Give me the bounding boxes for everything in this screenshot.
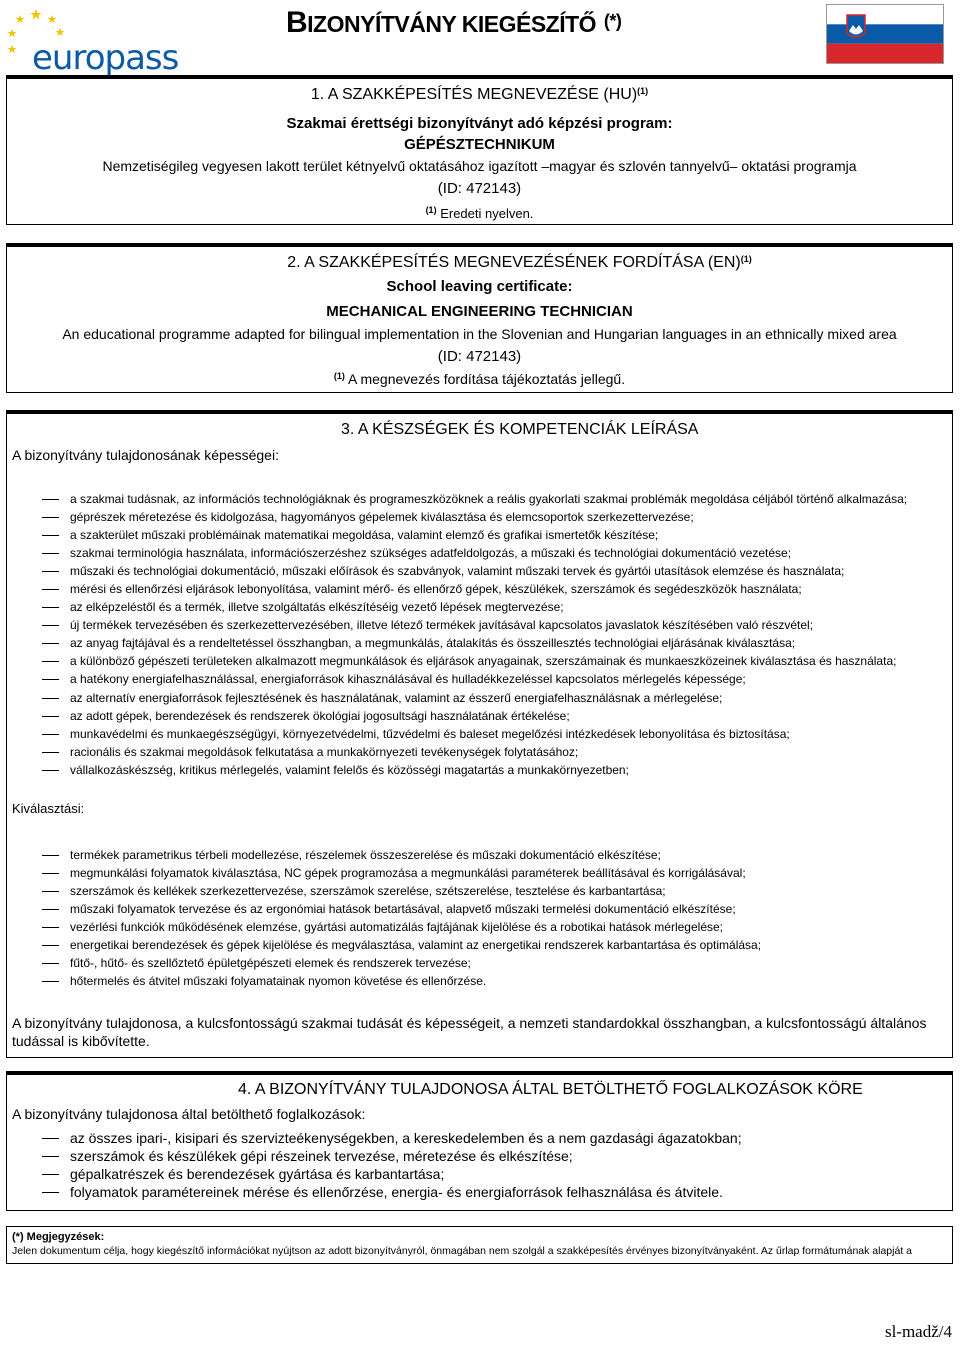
list-item: folyamatok paramétereinek mérése és ellenőrzése, energia- és energiaforrások felhasználása és átvitele. bbox=[42, 1183, 742, 1201]
programme-id: (ID: 472143) bbox=[437, 180, 522, 197]
page-label: sl-madž/4 bbox=[884, 1322, 952, 1341]
list-item: mérési és ellenőrzési eljárások lebonyolítása, valamint mérő- és ellenőrző gépek, készülékek, szerszámok és segédeszközök használata; bbox=[42, 580, 907, 598]
list-item: munkavédelmi és munkaegészségügyi, környezetvédelmi, tűzvédelmi és baleset megelőzési intézkedések lebonyolítása és biztosítása; bbox=[42, 725, 907, 743]
summary-line-1: A bizonyítvány tulajdonosa, a kulcsfontosságú szakmai tudását és képességeit, a nemzeti standardokkal összhangban, a kulcsfontosságú általános bbox=[12, 1015, 927, 1031]
section-3-box bbox=[6, 410, 953, 1058]
list-item: az összes ipari-, kisipari és szervizteékenységekben, a kereskedelemben és a nem gazdasági ágazatokban; bbox=[42, 1129, 742, 1147]
skills-list bbox=[42, 490, 907, 779]
section-1-note: $^{(1)}$ Eredeti nyelven. bbox=[425, 205, 534, 221]
qualification-name: GÉPÉSZTECHNIKUM bbox=[404, 136, 555, 153]
section-1-heading: 1. A SZAKKÉPESÍTÉS MEGNEVEZÉSE (HU)$^{(1)}$ bbox=[310, 86, 649, 103]
summary-line-2: tudással is kibővítette. bbox=[12, 1033, 150, 1049]
list-item: hőtermelés és átvitel műszaki folyamatainak nyomon követése és ellenőrzése. bbox=[42, 972, 761, 990]
notes-text: Jelen dokumentum célja, hogy kiegészítő információkat nyújtson az adott bizonyítványról, önmagában nem szolgál a szakképesítés érvényes bizonyítványaként. Az űrlap formátumának alapját a bbox=[12, 1245, 912, 1257]
list-item: fűtő-, hűtő- és szellőztető épületgépészeti elemek és rendszerek tervezése; bbox=[42, 954, 761, 972]
occupations-label: A bizonyítvány tulajdonosa által betölthető foglalkozások: bbox=[12, 1106, 366, 1122]
section-2-note: $^{(1)}$ A megnevezés fordítása tájékoztatás jellegű. bbox=[333, 371, 626, 387]
notes-box bbox=[6, 1226, 953, 1264]
section-2-box bbox=[6, 243, 953, 393]
list-item: az alternatív energiaforrások fejlesztésének és használatának, valamint az ésszerű energiafelhasználásnak a mérlegelése; bbox=[42, 689, 907, 707]
list-item: új termékek tervezésében és szerkezettervezésében, illetve létező termékek javításával kapcsolatos javaslatok készítésében való részvétel; bbox=[42, 616, 907, 634]
translated-qualification-name: MECHANICAL ENGINEERING TECHNICIAN bbox=[326, 303, 633, 320]
list-item: géprészek méretezése és kidolgozása, hagyományos gépelemek kiválasztása és elemcsoportok szerkezettervezése; bbox=[42, 508, 907, 526]
section-2-heading: 2. A SZAKKÉPESÍTÉS MEGNEVEZÉSÉNEK FORDÍTÁSA (EN)$^{(1)}$ bbox=[287, 254, 752, 271]
list-item: gépalkatrészek és berendezések gyártása és karbantartása; bbox=[42, 1165, 742, 1183]
list-item: energetikai berendezések és gépek kijelölése és megválasztása, valamint az energetikai rendszerek karbantartása és optimálása; bbox=[42, 936, 761, 954]
list-item: műszaki folyamatok tervezése és az ergonómiai hatások betartásával, alapvető műszaki termelési dokumentáció elkészítése; bbox=[42, 900, 761, 918]
list-item: az anyag fajtájával és a rendeltetéssel összhangban, a megmunkálás, átalakítás és összeillesztés technológiai eljárásának kiválasztása; bbox=[42, 634, 907, 652]
list-item: vállalkozáskészség, kritikus mérlegelés, valamint felelős és közösségi magatartás a munkakörnyezetben; bbox=[42, 761, 907, 779]
translated-qualification-type: School leaving certificate: bbox=[386, 278, 573, 295]
section-1-box bbox=[6, 75, 953, 225]
electives-label: Kiválasztási: bbox=[12, 801, 85, 816]
list-item: vezérlési funkciók működésének elemzése, gyártási automatizálás fajtájának kijelölése és a robotikai hatások mérlegelése; bbox=[42, 918, 761, 936]
list-item: szerszámok és kellékek szerkezettervezése, szerszámok szerelése, szétszerelése, tesztelése és karbantartása; bbox=[42, 882, 761, 900]
electives-list bbox=[42, 846, 761, 990]
slovenia-flag-icon bbox=[826, 4, 944, 64]
occupations-list bbox=[42, 1129, 742, 1201]
list-item: racionális és szakmai megoldások felkutatása a munkakörnyezeti tevékenységek folytatásához; bbox=[42, 743, 907, 761]
section-4-box bbox=[6, 1071, 953, 1211]
qualification-type: Szakmai érettségi bizonyítványt adó képzési program: bbox=[286, 115, 673, 132]
list-item: a hatékony energiafelhasználással, energiaforrások kihasználásával és hulladékkezeléssel kapcsolatos mérlegelés képessége; bbox=[42, 670, 907, 688]
list-item: szakmai terminológia használata, információszerzéshez szükséges adatfeldolgozás, a műszaki és technológiai dokumentáció vezetése; bbox=[42, 544, 907, 562]
list-item: az adott gépek, berendezések és rendszerek ökológiai jogosultsági használatának értékelése; bbox=[42, 707, 907, 725]
list-item: a különböző gépészeti területeken alkalmazott megmunkálások és eljárások anyagainak, szerszámainak és munkaeszközeinek kiválasztása és használata; bbox=[42, 652, 907, 670]
section-3-heading: 3. A KÉSZSÉGEK ÉS KOMPETENCIÁK LEÍRÁSA bbox=[341, 421, 699, 438]
list-item: termékek parametrikus térbeli modellezése, részelemek összeszerelése és műszaki dokumentáció elkészítése; bbox=[42, 846, 761, 864]
list-item: a szakmai tudásnak, az információs technológiáknak és programeszközöknek a reális gyakorlati szakmai problémák megoldása céljából történő alkalmazása; bbox=[42, 490, 907, 508]
logo-wordmark: europass bbox=[32, 38, 179, 78]
list-item: a szakterület műszaki problémáinak matematikai megoldása, valamint elemző és grafikai ismertetők készítése; bbox=[42, 526, 907, 544]
skills-label: A bizonyítvány tulajdonosának képességei: bbox=[12, 447, 279, 463]
list-item: műszaki és technológiai dokumentáció, műszaki előírások és szabványok, valamint műszaki tervek és gyártói utasítások elemzése és használata; bbox=[42, 562, 907, 580]
list-item: szerszámok és készülékek gépi részeinek tervezése, méretezése és elkészítése; bbox=[42, 1147, 742, 1165]
list-item: megmunkálási folyamatok kiválasztása, NC gépek programozása a megmunkálási paraméterek beállításával és korrigálásával; bbox=[42, 864, 761, 882]
notes-title: (*) Megjegyzések: bbox=[12, 1231, 105, 1243]
translated-programme-id: (ID: 472143) bbox=[437, 348, 522, 365]
list-item: az elképzeléstől és a termék, illetve szolgáltatás elkészítéséig vezető lépések megtervezése; bbox=[42, 598, 907, 616]
programme-description: Nemzetiségileg vegyesen lakott terület kétnyelvű oktatásához igazított –magyar és szlovén tannyelvű– oktatási programja bbox=[102, 158, 857, 174]
europass-logo bbox=[6, 6, 179, 78]
translated-programme-description: An educational programme adapted for bilingual implementation in the Slovenian and Hungarian languages in an ethnically mixed area bbox=[62, 326, 897, 342]
section-4-heading: 4. A BIZONYÍTVÁNY TULAJDONOSA ÁLTAL BETÖLTHETŐ FOGLALKOZÁSOK KÖRE bbox=[238, 1081, 863, 1098]
page-title: BIZONYÍTVÁNY KIEGÉSZÍTŐ (*) bbox=[286, 6, 622, 39]
